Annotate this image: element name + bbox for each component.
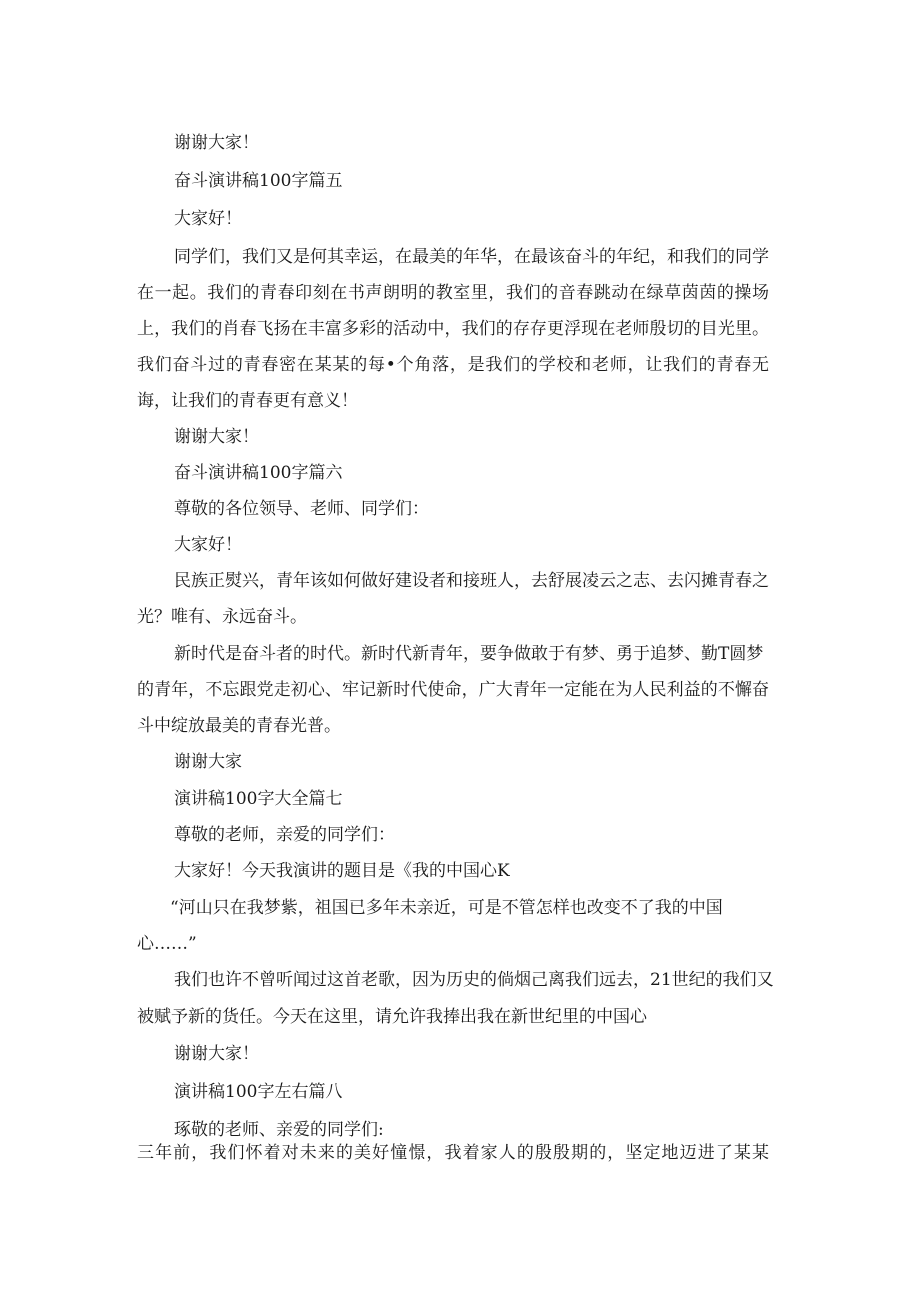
quote-line: “河山只在我梦紫，祖国已多年未亲近，可是不管怎样也改变不了我的中国 [170, 898, 723, 918]
section-heading-8: 演讲稿100字左右篇八 [174, 1082, 343, 1102]
closing-thanks: 谢谢大家！ [174, 1044, 259, 1064]
paragraph-line: 三年前，我们怀着对未来的美好憧憬，我着家人的殷殷期的，坚定地迈进了某某 [137, 1143, 769, 1163]
paragraph-line: 斗中绽放最美的青春光普。 [137, 716, 341, 736]
greeting: 大家好！今天我演讲的题目是《我的中国心K [174, 861, 510, 881]
salutation: 尊敬的老师，亲爱的同学们： [174, 825, 395, 845]
paragraph-line: 在一起。我们的青春印刻在书声朗明的教室里，我们的音春跳动在绿草茵茵的操场 [137, 283, 769, 303]
paragraph-line: 民族正熨兴，青年该如何做好建设者和接班人，去舒展凌云之志、去闪摊青春之 [174, 571, 769, 591]
section-heading-7: 演讲稿100字大全篇七 [174, 789, 343, 809]
closing-thanks: 谢谢大家！ [174, 427, 259, 447]
paragraph-line: 同学们，我们又是何其幸运，在最美的年华，在最该奋斗的年纪，和我们的同学 [174, 247, 769, 267]
closing-thanks: 谢谢大家 [174, 752, 242, 772]
section-heading-5: 奋斗演讲稿100字篇五 [174, 171, 343, 191]
paragraph-line: 新时代是奋斗者的时代。新时代新青年，要争做敢于有梦、勇于追梦、勤T圆梦 [174, 644, 764, 664]
paragraph-line: 被赋予新的货任。今天在这里，请允许我捧出我在新世纪里的中国心 [137, 1007, 647, 1027]
greeting: 大家好！ [174, 535, 242, 555]
paragraph-line: 诲，让我们的青春更有意义！ [137, 391, 358, 411]
section-heading-6: 奋斗演讲稿100字篇六 [174, 463, 343, 483]
salutation: 尊敬的各位领导、老师、同学们： [174, 499, 429, 519]
greeting: 大家好！ [174, 209, 242, 229]
paragraph-line: 光？唯有、永远奋斗。 [137, 607, 307, 627]
closing-thanks: 谢谢大家！ [174, 133, 259, 153]
salutation: 琢敬的老师、亲爱的同学们: [174, 1120, 384, 1140]
paragraph-line: 的青年，不忘跟党走初心、牢记新时代使命，广大青年一定能在为人民利益的不懈奋 [137, 680, 769, 700]
paragraph-line: 我们奋斗过的青春密在某某的每•个角落，是我们的学校和老师，让我们的青春无 [137, 355, 769, 375]
paragraph-line: 上，我们的肖春飞扬在丰富多彩的活动中，我们的存存更浮现在老师殷切的目光里。 [137, 319, 769, 339]
paragraph-line: 我们也许不曾听闻过这首老歌，因为历史的倘烟己离我们远去，21世纪的我们又 [174, 970, 774, 990]
quote-line: 心……” [137, 934, 197, 954]
